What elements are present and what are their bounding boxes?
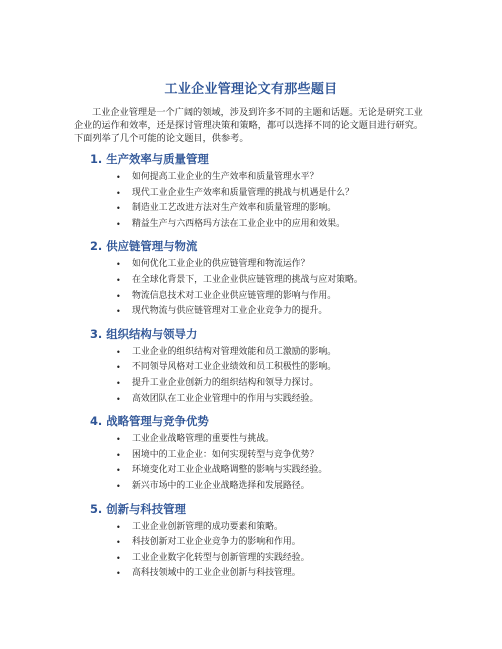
bullet-icon: • bbox=[116, 522, 121, 532]
section-5 bbox=[74, 501, 428, 582]
section-4 bbox=[74, 413, 428, 494]
bullet-icon: • bbox=[116, 347, 121, 357]
list-item bbox=[74, 551, 428, 567]
list-item bbox=[74, 201, 428, 217]
list-item-text: 现代物流与供应链管理对工业企业竞争力的提升。 bbox=[132, 306, 328, 317]
bullet-icon: • bbox=[116, 481, 121, 491]
bullet-icon: • bbox=[116, 378, 121, 388]
list-item-text: 困境中的工业企业：如何实现转型与竞争优势？ bbox=[132, 449, 319, 460]
list-item-text: 工业企业创新管理的成功要素和策略。 bbox=[132, 521, 283, 532]
bullet-icon: • bbox=[116, 307, 121, 317]
bullet-list bbox=[74, 345, 428, 407]
section-heading: 2. 供应链管理与物流 bbox=[90, 239, 198, 254]
list-item bbox=[74, 289, 428, 305]
intro-paragraph: 工业企业管理是一个广阔的领域，涉及到许多不同的主题和话题。无论是研究工业企业的运作和效率，还是探讨管理决策和策略，都可以选择不同的论文题目进行研究。下面列举了几个可能的论文题目，供参考。 bbox=[74, 107, 424, 144]
list-item-text: 高效团队在工业企业管理中的作用与实践经验。 bbox=[132, 393, 319, 404]
list-item bbox=[74, 257, 428, 273]
list-item-text: 环境变化对工业企业战略调整的影响与实践经验。 bbox=[132, 465, 328, 476]
bullet-icon: • bbox=[116, 394, 121, 404]
section-heading: 4. 战略管理与竞争优势 bbox=[90, 414, 209, 429]
list-item bbox=[74, 479, 428, 495]
section-1 bbox=[74, 151, 428, 232]
list-item bbox=[74, 463, 428, 479]
section-heading: 5. 创新与科技管理 bbox=[90, 501, 186, 516]
document-title: 工业企业管理论文有那些题目 bbox=[164, 82, 338, 97]
list-item-text: 现代工业企业生产效率和质量管理的挑战与机遇是什么？ bbox=[132, 187, 354, 198]
list-item-text: 工业企业数字化转型与创新管理的实践经验。 bbox=[132, 552, 310, 563]
bullet-icon: • bbox=[116, 204, 121, 214]
list-item-text: 工业企业的组织结构对管理效能和员工激励的影响。 bbox=[132, 346, 337, 357]
list-item-text: 精益生产与六西格玛方法在工业企业中的应用和效果。 bbox=[132, 218, 345, 229]
bullet-icon: • bbox=[116, 291, 121, 301]
list-item bbox=[74, 170, 428, 186]
section-2 bbox=[74, 238, 428, 319]
list-item bbox=[74, 520, 428, 536]
bullet-icon: • bbox=[116, 260, 121, 270]
section-3 bbox=[74, 326, 428, 407]
bullet-list bbox=[74, 520, 428, 582]
bullet-icon: • bbox=[116, 275, 121, 285]
bullet-list bbox=[74, 432, 428, 494]
bullet-icon: • bbox=[116, 466, 121, 476]
list-item-text: 科技创新对工业企业竞争力的影响和作用。 bbox=[132, 537, 301, 548]
list-item bbox=[74, 392, 428, 408]
bullet-icon: • bbox=[116, 435, 121, 445]
list-item-text: 制造业工艺改进方法对生产效率和质量管理的影响。 bbox=[132, 203, 337, 214]
list-item bbox=[74, 448, 428, 464]
bullet-icon: • bbox=[116, 363, 121, 373]
section-heading: 1. 生产效率与质量管理 bbox=[90, 152, 209, 166]
list-item bbox=[74, 535, 428, 551]
bullet-icon: • bbox=[116, 173, 121, 182]
list-item-text: 工业企业战略管理的重要性与挑战。 bbox=[132, 434, 274, 445]
bullet-icon: • bbox=[116, 553, 121, 563]
bullet-icon: • bbox=[116, 538, 121, 548]
section-heading: 3. 组织结构与领导力 bbox=[90, 326, 198, 341]
list-item-text: 提升工业企业创新力的组织结构和领导力探讨。 bbox=[132, 377, 319, 388]
list-item bbox=[74, 273, 428, 289]
bullet-icon: • bbox=[116, 188, 121, 198]
list-item-text: 高科技领域中的工业企业创新与科技管理。 bbox=[132, 568, 301, 579]
bullet-list bbox=[74, 170, 428, 232]
list-item-text: 新兴市场中的工业企业战略选择和发展路径。 bbox=[132, 480, 310, 491]
bullet-icon: • bbox=[116, 450, 121, 460]
list-item bbox=[74, 360, 428, 376]
list-item-text: 不同领导风格对工业企业绩效和员工积极性的影响。 bbox=[132, 362, 337, 373]
bullet-icon: • bbox=[116, 219, 121, 229]
list-item bbox=[74, 432, 428, 448]
list-item bbox=[74, 345, 428, 361]
list-item bbox=[74, 186, 428, 202]
list-item bbox=[74, 566, 428, 582]
list-item bbox=[74, 217, 428, 233]
bullet-icon: • bbox=[116, 569, 121, 579]
list-item-text: 在全球化背景下，工业企业供应链管理的挑战与应对策略。 bbox=[132, 274, 363, 285]
list-item-text: 物流信息技术对工业企业供应链管理的影响与作用。 bbox=[132, 290, 337, 301]
list-item bbox=[74, 304, 428, 320]
list-item-text: 如何优化工业企业的供应链管理和物流运作？ bbox=[132, 259, 310, 270]
bullet-list bbox=[74, 257, 428, 319]
list-item-text: 如何提高工业企业的生产效率和质量管理水平？ bbox=[132, 172, 319, 182]
list-item bbox=[74, 376, 428, 392]
